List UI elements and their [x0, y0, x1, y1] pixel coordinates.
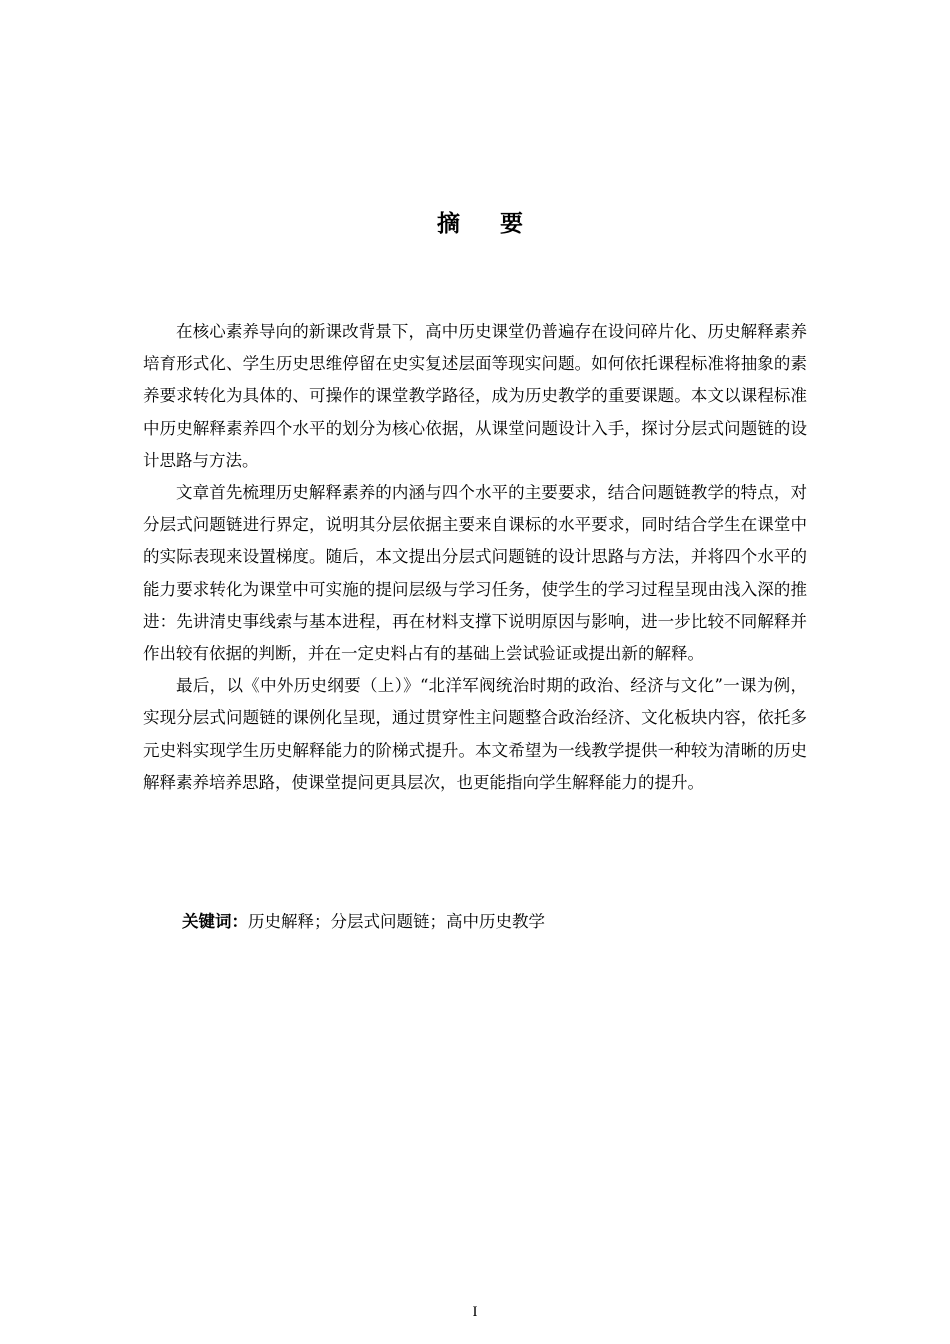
keywords-text: 历史解释；分层式问题链；高中历史教学 [248, 912, 545, 931]
page-number: I [472, 1304, 478, 1320]
abstract-paragraph-2: 文章首先梳理历史解释素养的内涵与四个水平的主要要求，结合问题链教学的特点，对分层式问题链进行界定，说明其分层依据主要来自课标的水平要求，同时结合学生在课堂中的实际表现来设置梯度。随后，本文提出分层式问题链的设计思路与方法，并将四个水平的能力要求转化为课堂中可实施的提问层级与学习任务，使学生的学习过程呈现由浅入深的推进：先讲清史事线索与基本进程，再在材料支撑下说明原因与影响，进一步比较不同解释并作出较有依据的判断，并在一定史料占有的基础上尝试验证或提出新的解释。 [143, 483, 807, 664]
abstract-paragraph-1: 在核心素养导向的新课改背景下，高中历史课堂仍普遍存在设问碎片化、历史解释素养培育形式化、学生历史思维停留在史实复述层面等现实问题。如何依托课程标准将抽象的素养要求转化为具体的、可操作的课堂教学路径，成为历史教学的重要课题。本文以课程标准中历史解释素养四个水平的划分为核心依据，从课堂问题设计入手，探讨分层式问题链的设计思路与方法。 [143, 322, 807, 470]
abstract-paragraph-3: 最后，以《中外历史纲要（上）》“北洋军阀统治时期的政治、经济与文化”一课为例，实现分层式问题链的课例化呈现，通过贯穿性主问题整合政治经济、文化板块内容，依托多元史料实现学生历史解释能力的阶梯式提升。本文希望为一线教学提供一种较为清晰的历史解释素养培养思路，使课堂提问更具层次，也更能指向学生解释能力的提升。 [143, 676, 807, 792]
abstract-title: 摘要 [437, 211, 563, 237]
keywords-line [182, 906, 802, 938]
keywords-label: 关键词： [182, 912, 248, 931]
abstract-body [143, 316, 807, 799]
